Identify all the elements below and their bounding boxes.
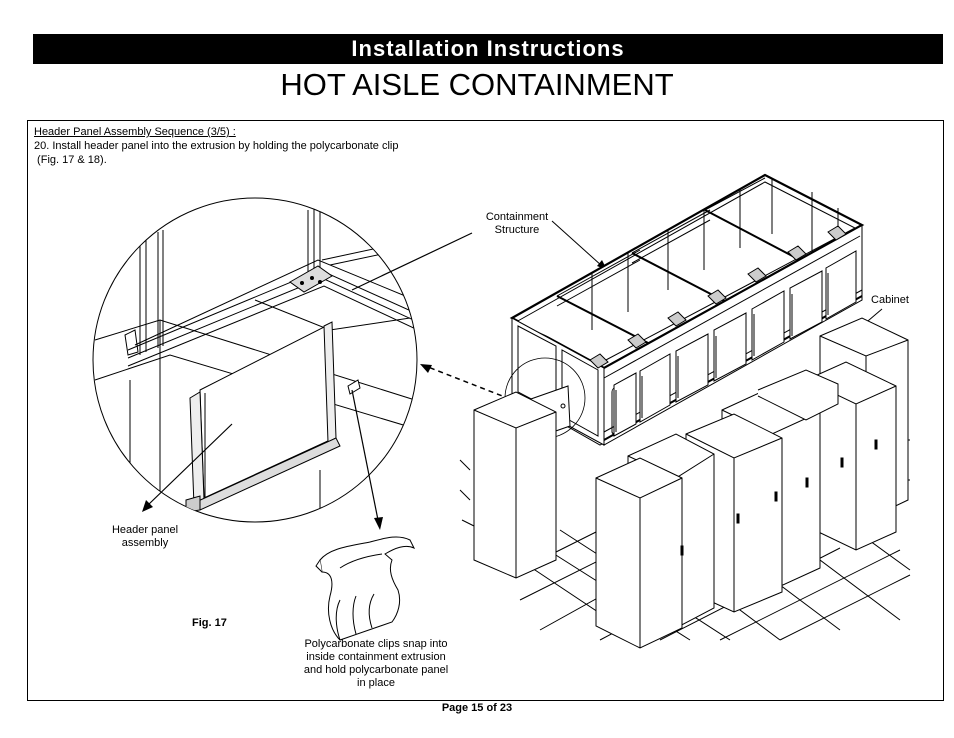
step-heading: Header Panel Assembly Sequence (3/5) : (34, 126, 236, 138)
polycarbonate-clip-drawing (316, 537, 414, 640)
containment-arrow (552, 221, 607, 270)
containment-structure-label: Containment Structure (485, 211, 549, 236)
step-instruction: 20. Install header panel into the extrusion by holding the polycarbonate clip (34, 140, 399, 152)
polycarbonate-clip-label: Polycarbonate clips snap into inside containment extrusion and hold polycarbonate panel in place (303, 638, 449, 689)
magnified-detail (93, 198, 420, 522)
cabinet-label: Cabinet (871, 294, 909, 306)
step-figure-reference: (Fig. 17 & 18). (34, 154, 107, 166)
header-panel-assembly-label: Header panel assembly (111, 524, 179, 549)
page-number: Page 15 of 23 (441, 702, 513, 714)
page-title: HOT AISLE CONTAINMENT (280, 67, 674, 102)
section-banner: Installation Instructions (33, 34, 943, 64)
dashed-reference-arrow (420, 364, 510, 399)
figure-label: Fig. 17 (192, 617, 227, 629)
